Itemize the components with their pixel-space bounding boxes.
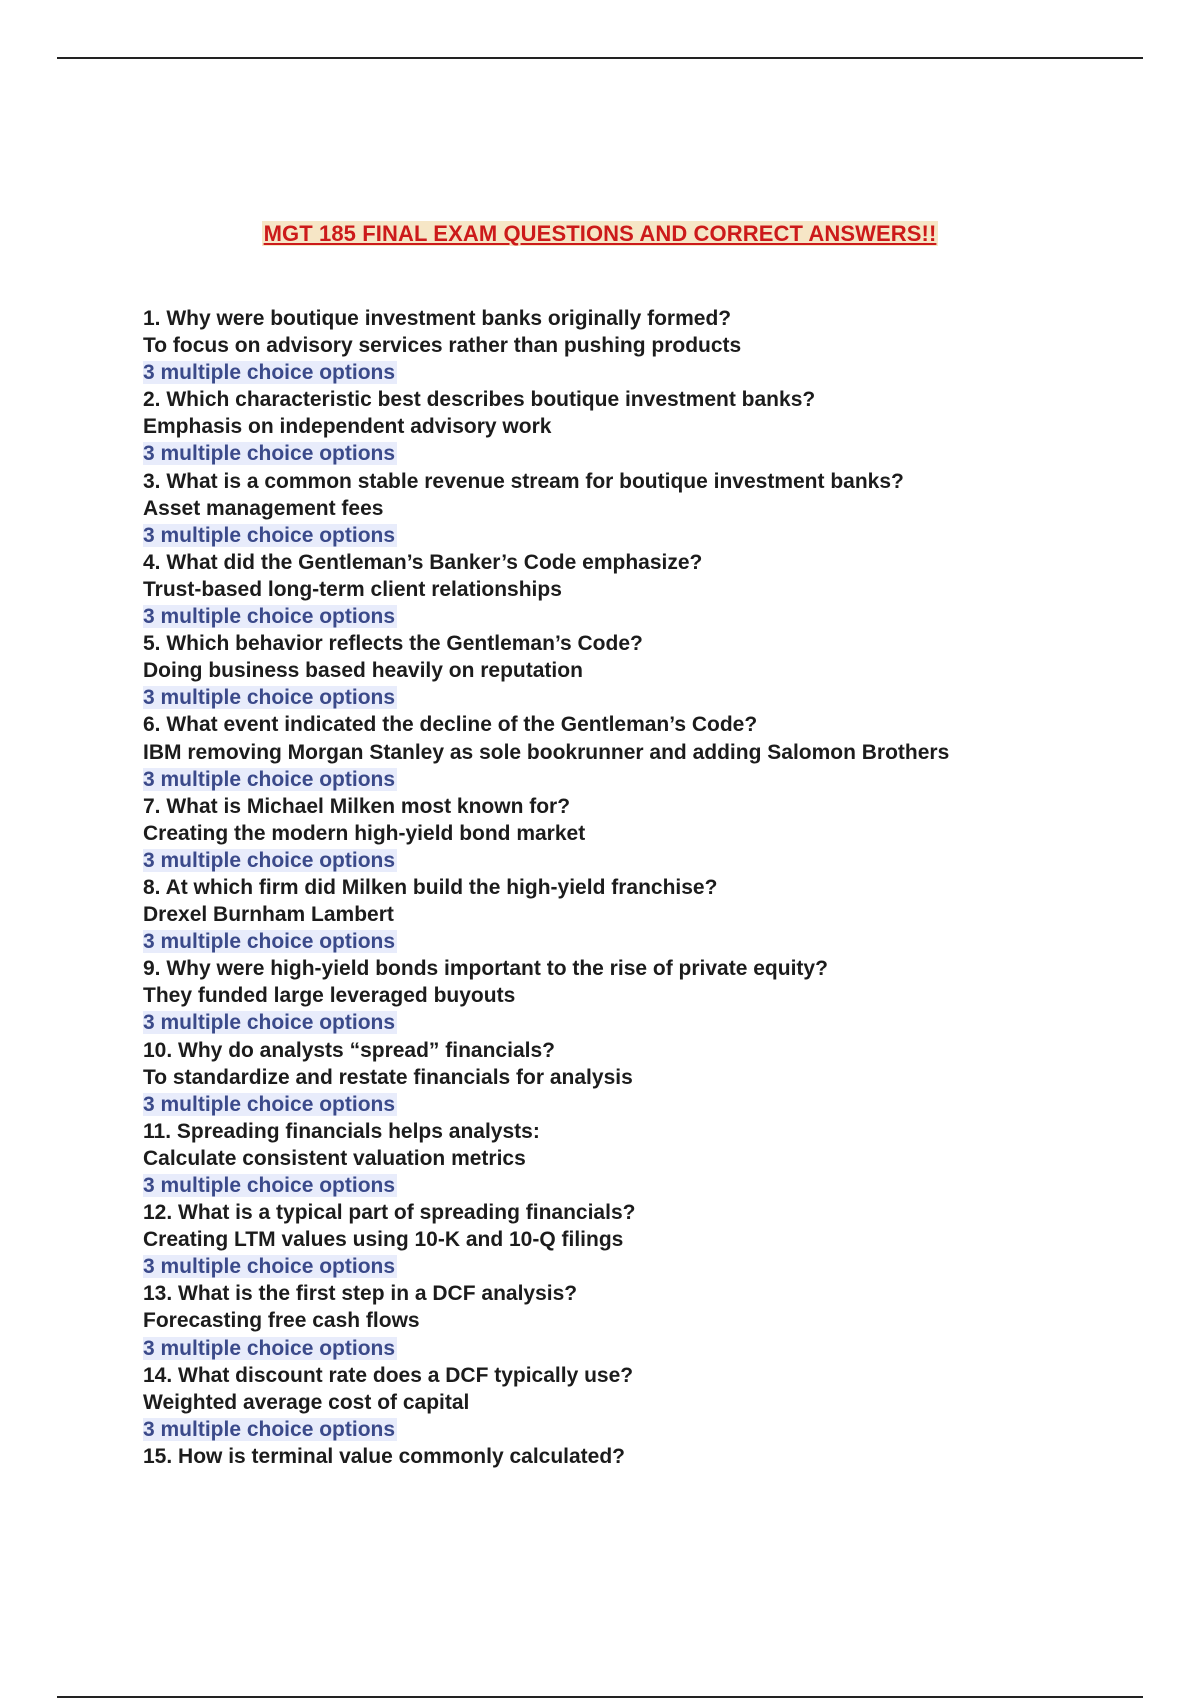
qa-item	[143, 711, 1143, 792]
answer-text: To focus on advisory services rather than pushing products	[143, 334, 742, 358]
page-title-text: MGT 185 FINAL EXAM QUESTIONS AND CORRECT ANSWERS!!	[263, 221, 937, 246]
question-text: 11. Spreading financials helps analysts:	[143, 1119, 540, 1143]
options-row	[143, 684, 1143, 711]
qa-item	[143, 1199, 1143, 1280]
multiple-choice-options-link[interactable]: 3 multiple choice options	[143, 1174, 396, 1197]
answer-text: Doing business based heavily on reputation	[143, 659, 583, 683]
question-text: 14. What discount rate does a DCF typically use?	[143, 1363, 634, 1387]
options-row	[143, 1091, 1143, 1118]
options-row	[143, 1172, 1143, 1199]
multiple-choice-options-link[interactable]: 3 multiple choice options	[143, 361, 396, 385]
question-text: 3. What is a common stable revenue stream for boutique investment banks?	[143, 469, 904, 493]
qa-item	[143, 386, 1143, 467]
options-row	[143, 1253, 1143, 1280]
multiple-choice-options-link[interactable]: 3 multiple choice options	[143, 523, 396, 547]
options-row	[143, 847, 1143, 874]
multiple-choice-options-link[interactable]: 3 multiple choice options	[143, 1417, 396, 1441]
qa-item	[143, 1118, 1143, 1199]
answer-text: Emphasis on independent advisory work	[143, 415, 552, 439]
multiple-choice-options-link[interactable]: 3 multiple choice options	[143, 442, 396, 466]
answer-text: Forecasting free cash flows	[143, 1309, 420, 1333]
options-row	[143, 359, 1143, 386]
question-text: 1. Why were boutique investment banks originally formed?	[143, 307, 732, 330]
qa-item	[143, 468, 1143, 549]
answer-text: Trust-based long-term client relationships	[143, 577, 562, 601]
options-row	[143, 440, 1143, 467]
answer-text: To standardize and restate financials for analysis	[143, 1065, 633, 1089]
options-row	[143, 1335, 1143, 1362]
question-text: 13. What is the first step in a DCF analysis?	[143, 1282, 578, 1306]
qa-item	[143, 955, 1143, 1036]
question-list	[143, 305, 1143, 1470]
answer-text: Asset management fees	[143, 496, 384, 520]
qa-item	[143, 1037, 1143, 1118]
multiple-choice-options-link[interactable]: 3 multiple choice options	[143, 605, 396, 629]
multiple-choice-options-link[interactable]: 3 multiple choice options	[143, 848, 396, 872]
qa-item	[143, 874, 1143, 955]
question-text: 4. What did the Gentleman’s Banker’s Code emphasize?	[143, 550, 703, 574]
qa-item	[143, 1362, 1143, 1443]
options-row	[143, 1416, 1143, 1443]
answer-text: Creating LTM values using 10-K and 10-Q filings	[143, 1228, 624, 1252]
options-row	[143, 766, 1143, 793]
top-rule	[57, 57, 1143, 59]
qa-item	[143, 1280, 1143, 1361]
question-text: 7. What is Michael Milken most known for?	[143, 794, 571, 818]
answer-text: They funded large leveraged buyouts	[143, 984, 516, 1008]
qa-item	[143, 630, 1143, 711]
question-text: 2. Which characteristic best describes boutique investment banks?	[143, 388, 816, 412]
multiple-choice-options-link[interactable]: 3 multiple choice options	[143, 686, 396, 710]
question-text: 8. At which firm did Milken build the high-yield franchise?	[143, 875, 718, 899]
multiple-choice-options-link[interactable]: 3 multiple choice options	[143, 1336, 396, 1360]
options-row	[143, 522, 1143, 549]
qa-item	[143, 549, 1143, 630]
question-text: 5. Which behavior reflects the Gentleman’s Code?	[143, 632, 643, 656]
question-text: 6. What event indicated the decline of the Gentleman’s Code?	[143, 713, 758, 737]
qa-item	[143, 305, 1143, 386]
multiple-choice-options-link[interactable]: 3 multiple choice options	[143, 1092, 396, 1116]
multiple-choice-options-link[interactable]: 3 multiple choice options	[143, 1255, 396, 1279]
options-row	[143, 603, 1143, 630]
multiple-choice-options-link[interactable]: 3 multiple choice options	[143, 930, 396, 954]
answer-text: Drexel Burnham Lambert	[143, 903, 394, 927]
question-text: 10. Why do analysts “spread” financials?	[143, 1038, 555, 1062]
multiple-choice-options-link[interactable]: 3 multiple choice options	[143, 1011, 396, 1035]
question-text: 12. What is a typical part of spreading financials?	[143, 1201, 636, 1225]
options-row	[143, 1009, 1143, 1036]
answer-text: Weighted average cost of capital	[143, 1390, 470, 1414]
bottom-rule	[57, 1696, 1143, 1698]
answer-text: IBM removing Morgan Stanley as sole bookrunner and adding Salomon Brothers	[143, 740, 950, 764]
multiple-choice-options-link[interactable]: 3 multiple choice options	[143, 767, 396, 791]
answer-text: Creating the modern high-yield bond market	[143, 821, 586, 845]
answer-text: Calculate consistent valuation metrics	[143, 1146, 526, 1170]
qa-item	[143, 793, 1143, 874]
page-title	[0, 219, 1200, 252]
options-row	[143, 928, 1143, 955]
question-text: 9. Why were high-yield bonds important to the rise of private equity?	[143, 957, 828, 981]
question-text: 15. How is terminal value commonly calculated?	[143, 1444, 625, 1468]
